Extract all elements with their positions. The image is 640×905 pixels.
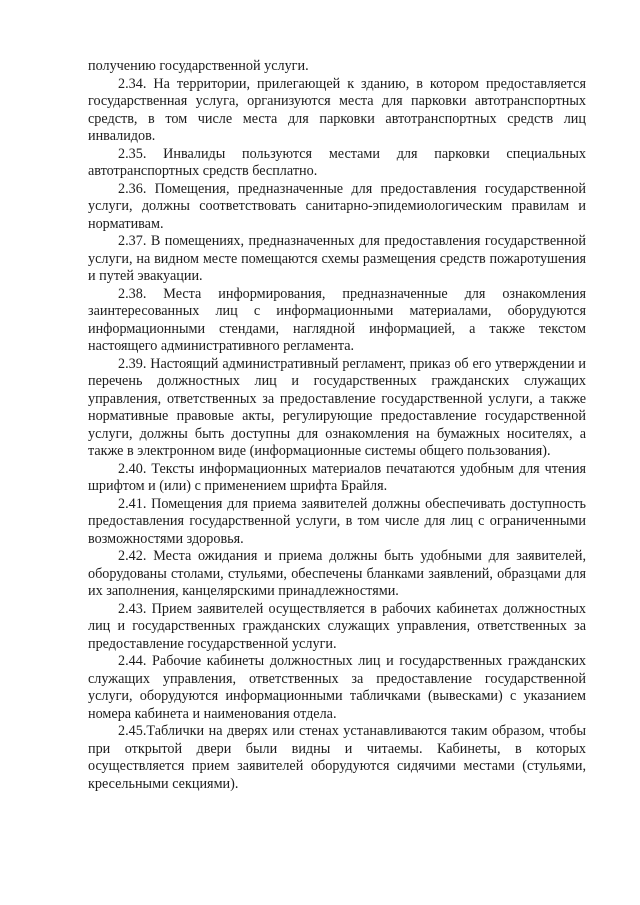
document-page [88, 58, 586, 793]
paragraph-2-34: 2.34. На территории, прилегающей к зданию, в котором предоставляется государственная услуга, организуются места для парковки автотранспортных средств, в том числе места для парковки автотранспортных средств лиц инвалидов. [88, 75, 586, 144]
paragraph-2-44: 2.44. Рабочие кабинеты должностных лиц и государственных гражданских служащих управления, ответственных за предоставление государственной услуги, оборудуются информационными табличками (вывесками) с указанием номера кабинета и наименования отдела. [88, 653, 586, 722]
paragraph-continuation: получению государственной услуги. [88, 58, 309, 74]
paragraph-2-41: 2.41. Помещения для приема заявителей должны обеспечивать доступность предоставления государственной услуги, в том числе для лиц с ограниченными возможностями здоровья. [88, 495, 586, 547]
paragraph-2-37: 2.37. В помещениях, предназначенных для предоставления государственной услуги, на видном месте помещаются схемы размещения средств пожаротушения и путей эвакуации. [88, 233, 586, 284]
paragraph-2-36: 2.36. Помещения, предназначенные для предоставления государственной услуги, должны соответствовать санитарно-эпидемиологическим правилам и нормативам. [88, 180, 586, 232]
paragraph-2-40: 2.40. Тексты информационных материалов печатаются удобным для чтения шрифтом и (или) с применением шрифта Брайля. [88, 460, 586, 494]
paragraph-2-43: 2.43. Прием заявителей осуществляется в рабочих кабинетах должностных лиц и государственных гражданских служащих управления, ответственных за предоставление государственной услуги. [88, 600, 586, 652]
paragraph-2-39: 2.39. Настоящий административный регламент, приказ об его утверждении и перечень должностных лиц и государственных гражданских служащих управления, ответственных за предоставление государственной услуги, а также нормативные правовые акты, регулирующие предоставление государственной услуги, должны быть доступны для ознакомления на бумажных носителях, а также в электронном виде (информационные системы общего пользования). [88, 355, 586, 459]
paragraph-2-42: 2.42. Места ожидания и приема должны быть удобными для заявителей, оборудованы столами, стульями, обеспечены бланками заявлений, образцами для их заполнения, канцелярскими принадлежностями. [88, 548, 586, 599]
paragraph-2-45: 2.45.Таблички на дверях или стенах устанавливаются таким образом, чтобы при открытой двери были видны и читаемы. Кабинеты, в которых осуществляется прием заявителей оборудуются сидячими местами (стульями, кресельными секциями). [88, 723, 586, 792]
paragraph-2-35: 2.35. Инвалиды пользуются местами для парковки специальных автотранспортных средств бесплатно. [88, 145, 586, 179]
paragraph-2-38: 2.38. Места информирования, предназначенные для ознакомления заинтересованных лиц с информационными материалами, оборудуются информационными стендами, наглядной информацией, а также текстом настоящего административного регламента. [88, 285, 586, 354]
